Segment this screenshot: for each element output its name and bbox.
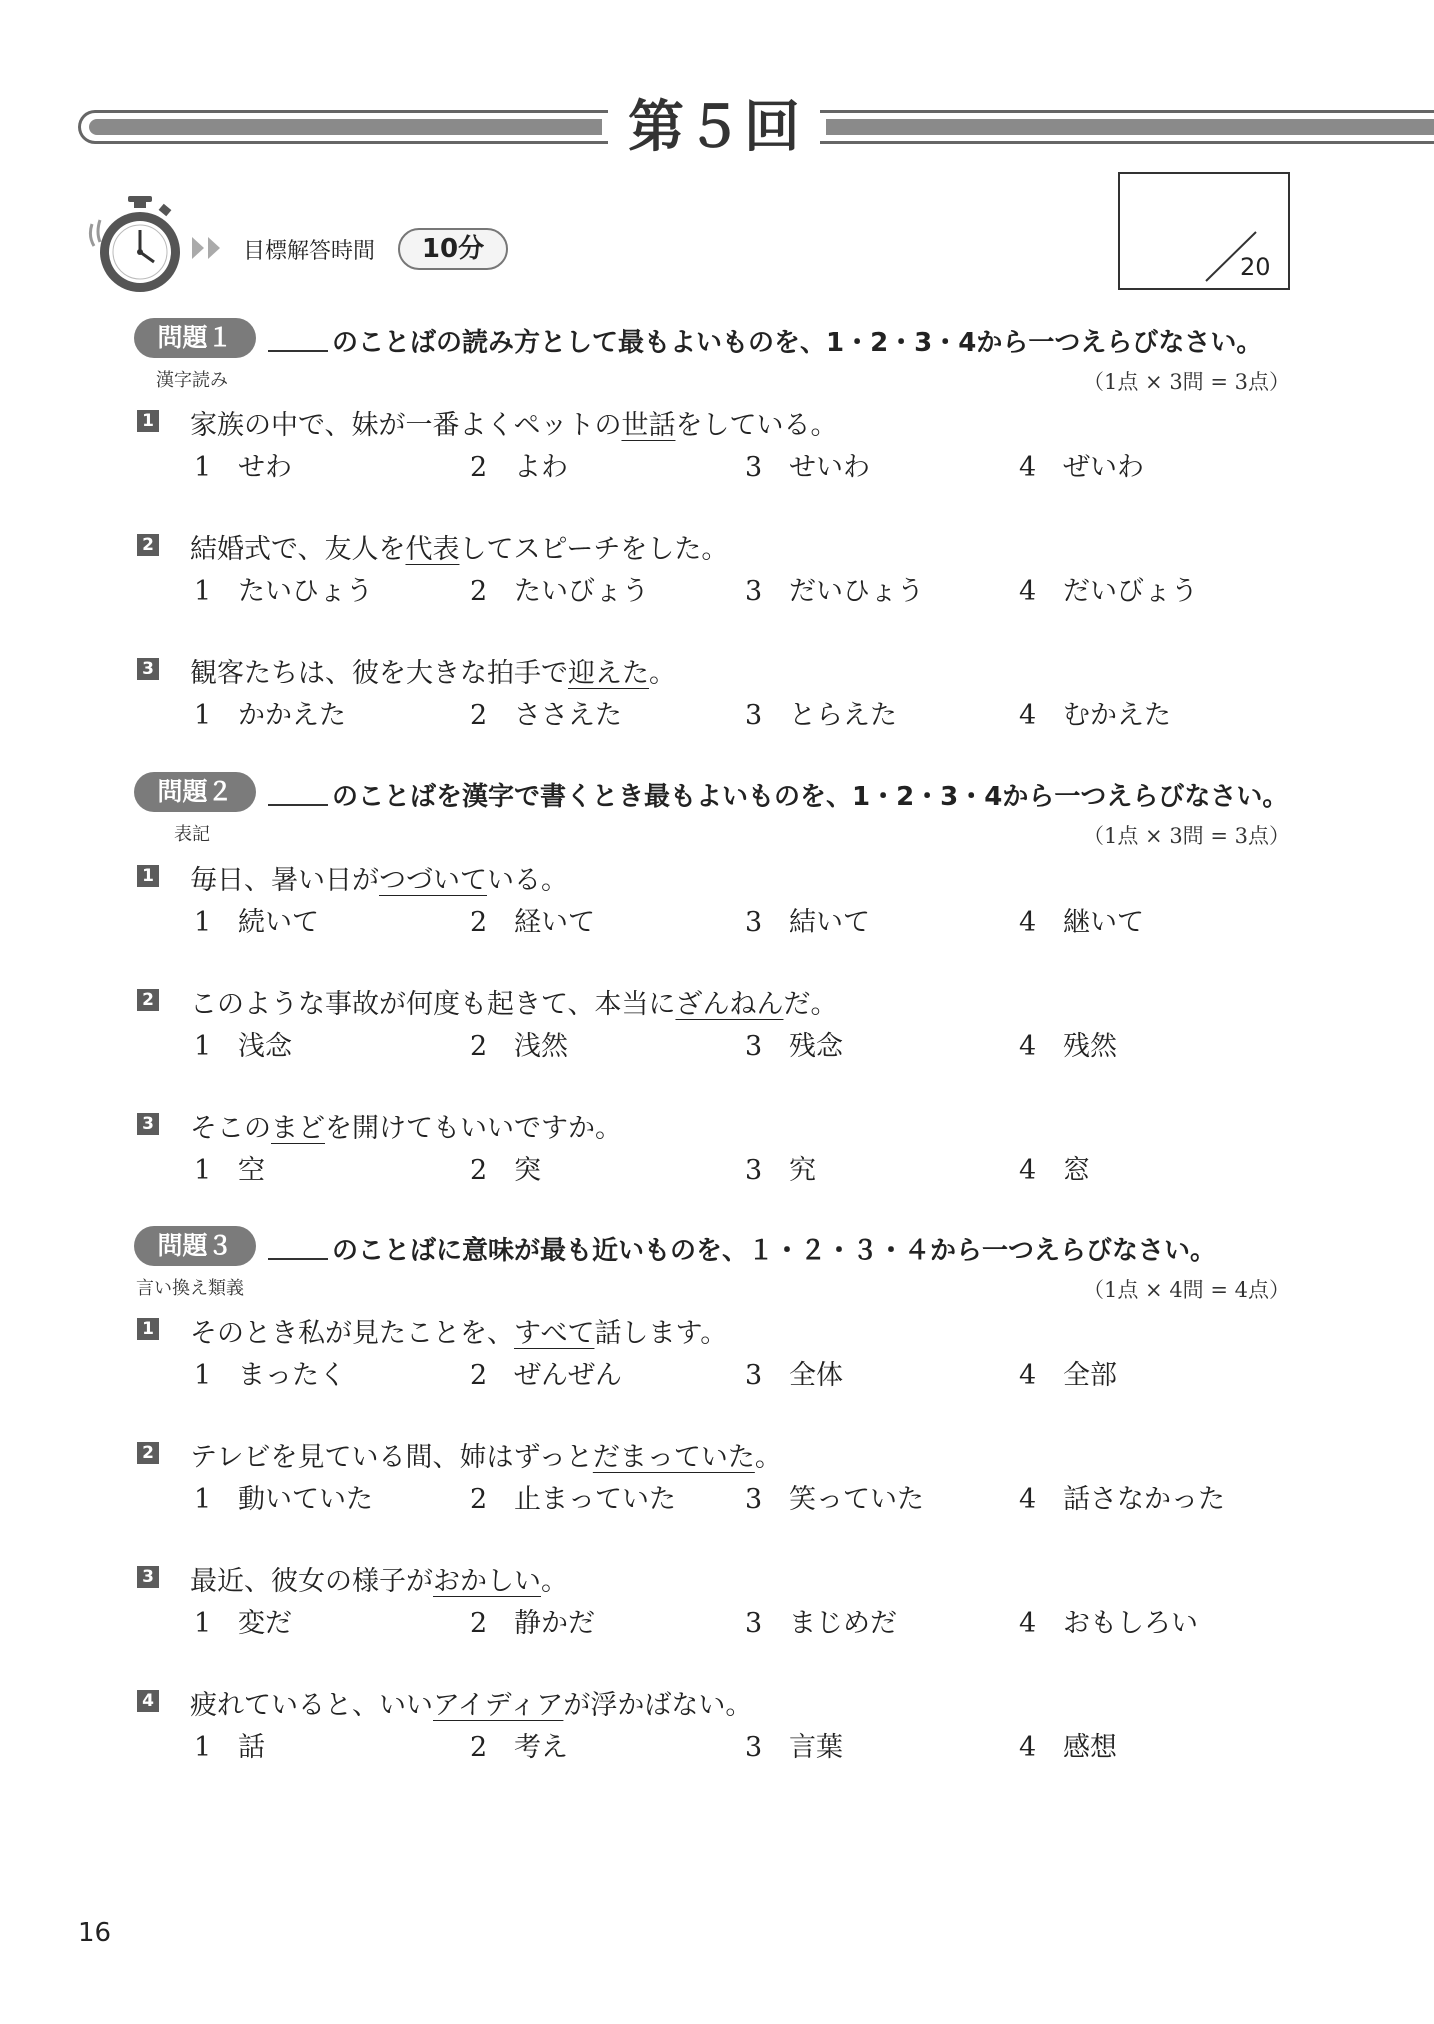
question-text: 結婚式で、友人を代表してスピーチをした。 — [190, 534, 729, 565]
section-2-points: （1点 × 3問 = 3点） — [1083, 824, 1290, 848]
choice-2[interactable]: 2 突 — [470, 1155, 541, 1186]
question-target: 世話 — [621, 410, 676, 441]
choice-2[interactable]: 2 止まっていた — [470, 1484, 676, 1515]
section-2-subtitle: 表記 — [174, 824, 210, 845]
section-3-badge: 問題３ — [134, 1226, 256, 1266]
section-2-instruction: のことばを漢字で書くとき最もよいものを、1・2・3・4から一つえらびなさい。 — [332, 782, 1289, 812]
choice-4[interactable]: 4 ぜいわ — [1019, 452, 1144, 483]
section-1-badge: 問題１ — [134, 318, 256, 358]
choice-4[interactable]: 4 全部 — [1019, 1360, 1117, 1391]
question-text: そこのまどを開けてもいいですか。 — [190, 1113, 622, 1144]
choice-2[interactable]: 2 ささえた — [470, 700, 622, 731]
choice-4[interactable]: 4 窓 — [1019, 1155, 1090, 1186]
choice-1[interactable]: 1 浅念 — [194, 1031, 292, 1062]
choice-3[interactable]: 3 究 — [745, 1155, 816, 1186]
section-1-blank — [268, 322, 328, 352]
target-time-label: 目標解答時間 — [243, 239, 376, 264]
question-target: おかしい — [433, 1566, 541, 1597]
choice-4[interactable]: 4 感想 — [1019, 1732, 1117, 1763]
banner-bar-right — [820, 110, 1434, 144]
choice-1[interactable]: 1 たいひょう — [194, 576, 373, 607]
page-number: 16 — [78, 1918, 112, 1948]
section-2-badge: 問題２ — [134, 772, 256, 812]
section-2-blank — [268, 776, 328, 806]
question-number: 1 — [137, 410, 159, 432]
question-target: 代表 — [405, 534, 460, 565]
round-title: 第５回 — [628, 95, 802, 160]
question-target: つづいて — [379, 865, 487, 896]
choice-1[interactable]: 1 変だ — [194, 1608, 292, 1639]
section-3-points: （1点 × 4問 = 4点） — [1083, 1278, 1290, 1302]
choice-2[interactable]: 2 考え — [470, 1732, 568, 1763]
question-number: 3 — [137, 1113, 159, 1135]
question-number: 1 — [137, 865, 159, 887]
question-number: 2 — [137, 1442, 159, 1464]
choice-3[interactable]: 3 笑っていた — [745, 1484, 924, 1515]
choice-1[interactable]: 1 動いていた — [194, 1484, 373, 1515]
choice-2[interactable]: 2 よわ — [470, 452, 568, 483]
question-text: 疲れていると、いいアイディアが浮かばない。 — [190, 1690, 753, 1721]
choice-4[interactable]: 4 継いて — [1019, 907, 1144, 938]
section-3-blank — [268, 1230, 328, 1260]
choice-3[interactable]: 3 まじめだ — [745, 1608, 897, 1639]
round-banner — [78, 95, 1434, 160]
choice-1[interactable]: 1 話 — [194, 1732, 265, 1763]
question-number: 2 — [137, 989, 159, 1011]
question-target: まど — [271, 1113, 325, 1144]
choice-4[interactable]: 4 おもしろい — [1019, 1608, 1198, 1639]
choice-4[interactable]: 4 残然 — [1019, 1031, 1117, 1062]
question-text: 毎日、暑い日がつづいている。 — [190, 865, 568, 896]
question-target: すべて — [514, 1318, 595, 1349]
choice-3[interactable]: 3 だいひょう — [745, 576, 924, 607]
question-text: このような事故が何度も起きて、本当にざんねんだ。 — [190, 989, 838, 1020]
banner-bar-left — [78, 110, 608, 144]
choice-1[interactable]: 1 続いて — [194, 907, 319, 938]
target-time-value: 10分 — [398, 228, 508, 270]
section-1-instruction: のことばの読み方として最もよいものを、1・2・3・4から一つえらびなさい。 — [332, 328, 1263, 358]
score-total: 20 — [1240, 253, 1271, 281]
question-number: 4 — [137, 1690, 159, 1712]
question-target: 迎えた — [568, 658, 649, 689]
question-target: アイディア — [433, 1690, 564, 1721]
question-text: そのとき私が見たことを、すべて話します。 — [190, 1318, 728, 1349]
section-3-instruction: のことばに意味が最も近いものを、１・２・３・４から一つえらびなさい。 — [332, 1236, 1217, 1266]
choice-1[interactable]: 1 せわ — [194, 452, 292, 483]
choice-3[interactable]: 3 結いて — [745, 907, 870, 938]
choice-1[interactable]: 1 まったく — [194, 1360, 346, 1391]
question-text: 観客たちは、彼を大きな拍手で迎えた。 — [190, 658, 676, 689]
choice-3[interactable]: 3 とらえた — [745, 700, 897, 731]
stopwatch-icon — [88, 196, 188, 296]
choice-2[interactable]: 2 浅然 — [470, 1031, 568, 1062]
choice-1[interactable]: 1 空 — [194, 1155, 265, 1186]
question-number: 1 — [137, 1318, 159, 1340]
chevron-right-icon — [192, 233, 232, 263]
choice-3[interactable]: 3 言葉 — [745, 1732, 843, 1763]
section-1-subtitle: 漢字読み — [156, 370, 228, 391]
question-target: だまっていた — [592, 1442, 755, 1473]
choice-2[interactable]: 2 たいびょう — [470, 576, 649, 607]
question-target: ざんねん — [675, 989, 784, 1020]
question-number: 3 — [137, 658, 159, 680]
choice-1[interactable]: 1 かかえた — [194, 700, 346, 731]
choice-3[interactable]: 3 全体 — [745, 1360, 843, 1391]
choice-4[interactable]: 4 だいびょう — [1019, 576, 1198, 607]
section-3-subtitle: 言い換え類義 — [136, 1278, 244, 1299]
section-1-points: （1点 × 3問 = 3点） — [1083, 370, 1290, 394]
choice-4[interactable]: 4 話さなかった — [1019, 1484, 1225, 1515]
choice-2[interactable]: 2 ぜんぜん — [470, 1360, 622, 1391]
choice-2[interactable]: 2 経いて — [470, 907, 595, 938]
question-text: テレビを見ている間、姉はずっとだまっていた。 — [190, 1442, 782, 1473]
choice-2[interactable]: 2 静かだ — [470, 1608, 595, 1639]
question-number: 2 — [137, 534, 159, 556]
choice-4[interactable]: 4 むかえた — [1019, 700, 1171, 731]
question-text: 家族の中で、妹が一番よくペットの世話をしている。 — [190, 410, 838, 441]
question-number: 3 — [137, 1566, 159, 1588]
choice-3[interactable]: 3 せいわ — [745, 452, 870, 483]
question-text: 最近、彼女の様子がおかしい。 — [190, 1566, 568, 1597]
choice-3[interactable]: 3 残念 — [745, 1031, 843, 1062]
